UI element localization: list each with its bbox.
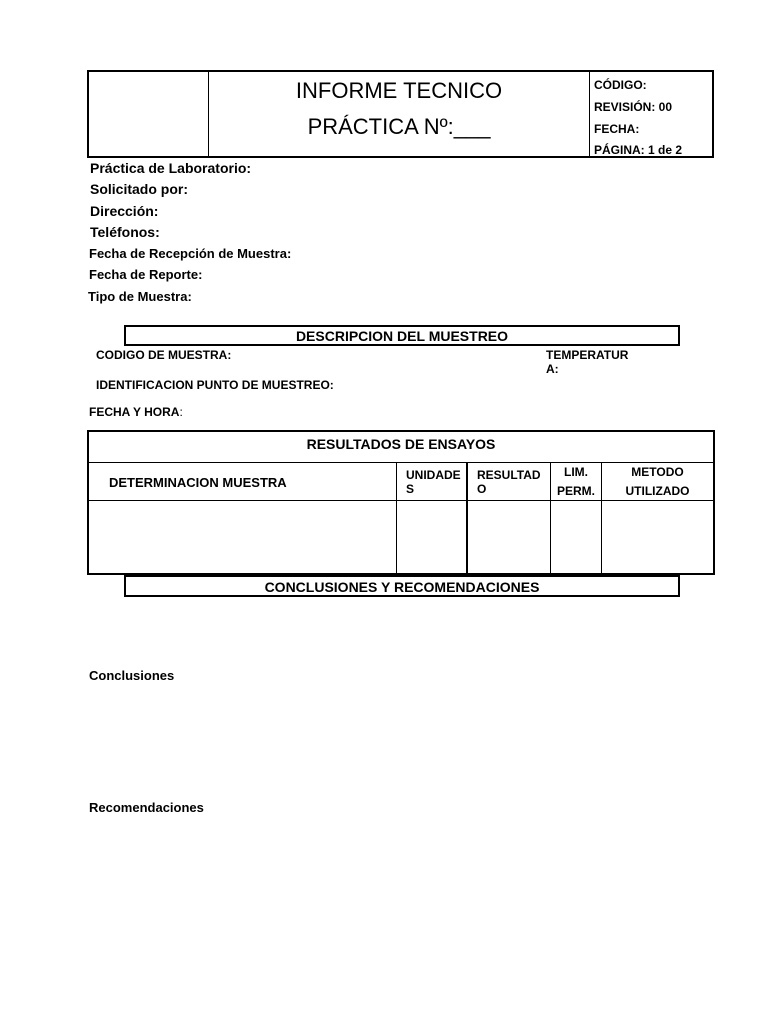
identificacion-field: IDENTIFICACION PUNTO DE MUESTREO: bbox=[96, 378, 334, 392]
fecha-recepcion-field: Fecha de Recepción de Muestra: bbox=[89, 246, 292, 261]
col-lim-line1: LIM. bbox=[564, 465, 588, 479]
solicitado-field: Solicitado por: bbox=[90, 181, 188, 197]
codigo-label: CÓDIGO: bbox=[594, 78, 647, 92]
report-header bbox=[87, 70, 714, 158]
telefonos-field: Teléfonos: bbox=[90, 224, 160, 240]
report-title: INFORME TECNICO bbox=[295, 78, 503, 103]
practice-number: PRÁCTICA Nº:___ bbox=[307, 114, 491, 139]
fecha-hora-colon: : bbox=[179, 405, 183, 419]
muestreo-section-title: DESCRIPCION DEL MUESTREO bbox=[124, 325, 680, 346]
temperatura-field-line2: A: bbox=[546, 362, 559, 376]
direccion-field: Dirección: bbox=[90, 203, 159, 219]
header-title-cell bbox=[209, 72, 590, 156]
fecha-reporte-field: Fecha de Reporte: bbox=[89, 267, 203, 282]
col-metodo-line2: UTILIZADO bbox=[625, 484, 690, 498]
codigo-muestra-field: CODIGO DE MUESTRA: bbox=[96, 348, 232, 362]
conclusiones-label: Conclusiones bbox=[89, 668, 175, 683]
col-resultado-line1: RESULTAD bbox=[477, 468, 541, 482]
header-meta-cell bbox=[590, 72, 712, 156]
tipo-muestra-field: Tipo de Muestra: bbox=[88, 289, 192, 304]
col-metodo-line1: METODO bbox=[631, 465, 684, 479]
conclusiones-section-title: CONCLUSIONES Y RECOMENDACIONES bbox=[124, 575, 680, 597]
results-title: RESULTADOS DE ENSAYOS bbox=[306, 436, 496, 452]
logo-cell bbox=[89, 72, 209, 156]
col-unidades-line2: S bbox=[406, 482, 415, 496]
revision-label: REVISIÓN: 00 bbox=[594, 100, 673, 114]
fecha-hora-label: FECHA Y HORA bbox=[89, 405, 180, 419]
pagina-label: PÁGINA: 1 de 2 bbox=[594, 143, 683, 157]
practica-field: Práctica de Laboratorio: bbox=[90, 160, 252, 176]
col-resultado-line2: O bbox=[477, 482, 487, 496]
col-lim-line2: PERM. bbox=[556, 484, 595, 498]
col-determinacion: DETERMINACION MUESTRA bbox=[109, 475, 287, 490]
results-table bbox=[87, 430, 715, 575]
fecha-label: FECHA: bbox=[594, 122, 640, 136]
recomendaciones-label: Recomendaciones bbox=[89, 800, 204, 815]
temperatura-field-line1: TEMPERATUR bbox=[546, 348, 629, 362]
fecha-hora-field bbox=[89, 405, 183, 419]
col-unidades-line1: UNIDADE bbox=[406, 468, 461, 482]
